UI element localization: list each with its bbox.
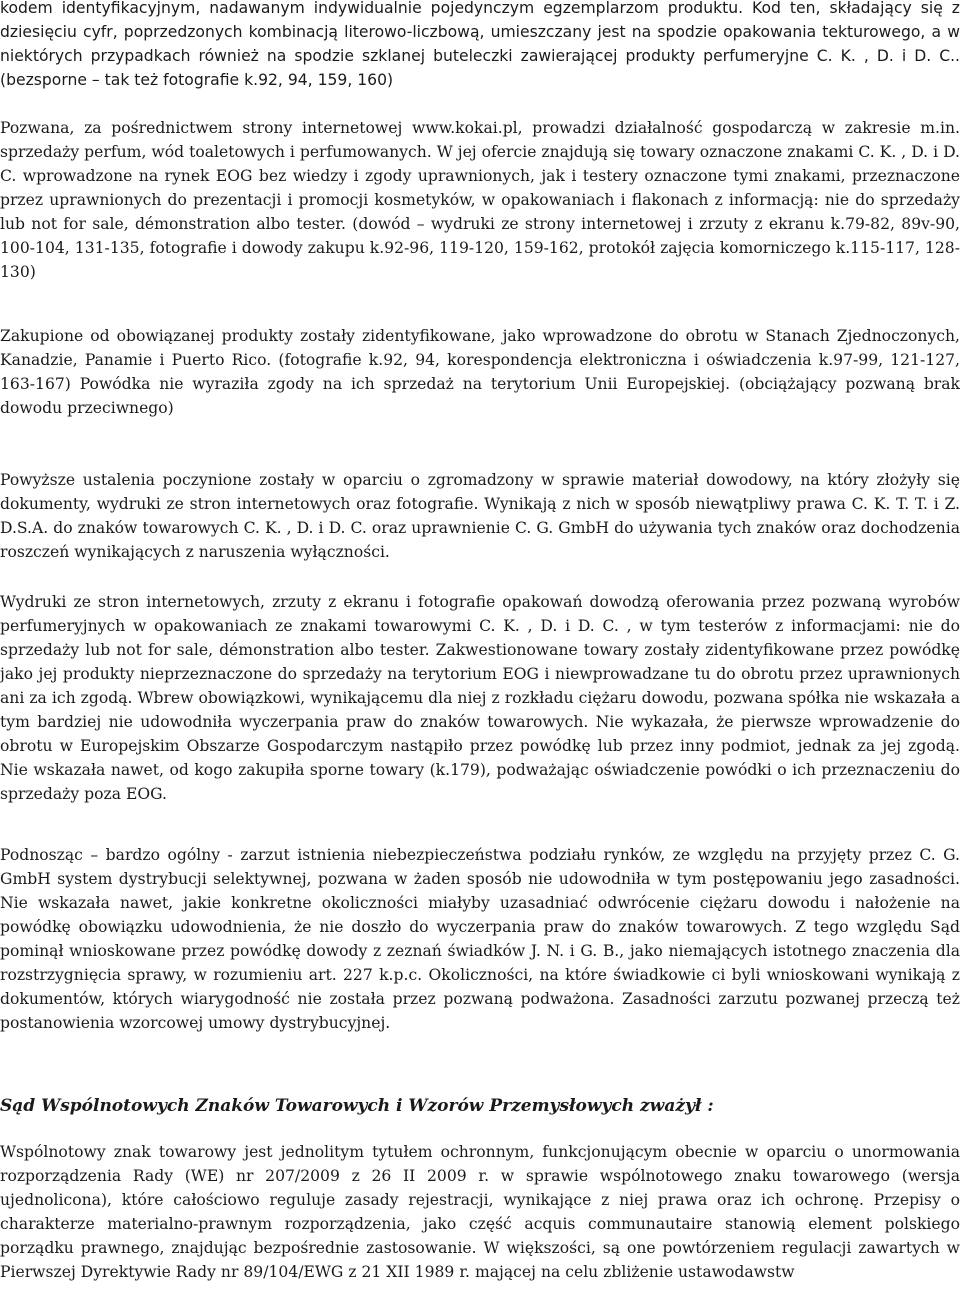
paragraph-product-code: kodem identyfikacyjnym, nadawanym indywidualnie pojedynczym egzemplarzom produktu. Kod ten, składający się z dziesięciu cyfr, poprzedzonych kombinacją literowo-liczbową, umieszczany jest na spodzie opakowania tekturowego, a w niektórych przypadkach również na spodzie szklanej buteleczki zawierającej produkty perfumeryjne C. K. , D. i D. C.. (bezsporne – tak też fotografie k.92, 94, 159, 160) <box>0 0 960 89</box>
paragraph-community-trademark: Wspólnotowy znak towarowy jest jednolitym tytułem ochronnym, funkcjonującym obecnie w oparciu o unormowania rozporządzenia Rady (WE) nr 207/2009 z 26 II 2009 r. w sprawie wspólnotowego znaku towarowego (wersja ujednolicona), które całościowo reguluje zasady rejestracji, wynikające z niej prawa oraz ich ochronę. Przepisy o charakterze materialno-prawnym rozporządzenia, jako część acquis communautaire stanowią element polskiego porządku prawnego, znajdując bezpośrednie zastosowanie. W większości, są one powtórzeniem regulacji zawartych w Pierwszej Dyrektywie Rady nr 89/104/EWG z 21 XII 1989 r. mającej na celu zbliżenie ustawodawstw <box>0 1143 960 1281</box>
section-heading: Sąd Wspólnotowych Znaków Towarowych i Wzorów Przemysłowych zważył : <box>0 1096 714 1116</box>
paragraph-defendant-activity: Pozwana, za pośrednictwem strony internetowej www.kokai.pl, prowadzi działalność gospodarczą w zakresie m.in. sprzedaży perfum, wód toaletowych i perfumowanych. W jej ofercie znajdują się towary oznaczone znakami C. K. , D. i D. C. wprowadzone na rynek EOG bez wiedzy i zgody uprawnionych, jak i testery oznaczone tymi znakami, przeznaczone przez uprawnionych do prezentacji i promocji kosmetyków, w opakowaniach i flakonach z informacją: nie do sprzedaży lub not for sale, démonstration albo tester. (dowód – wydruki ze strony internetowej i zrzuty z ekranu k.79-82, 89v-90, 100-104, 131-135, fotografie i dowody zakupu k.92-96, 119-120, 159-162, protokół zajęcia komorniczego k.115-117, 128-130) <box>0 119 960 281</box>
paragraph-market-division-claim: Podnosząc – bardzo ogólny - zarzut istnienia niebezpieczeństwa podziału rynków, ze względu na przyjęty przez C. G. GmbH system dystrybucji selektywnej, pozwana w żaden sposób nie udowodniła w tym postępowaniu jego zasadności. Nie wskazała nawet, jakie konkretne okoliczności miałyby uzasadniać odwrócenie ciężaru dowodu i nałożenie na powódkę obowiązku udowodnienia, że nie doszło do wyczerpania praw do znaków towarowych. Z tego względu Sąd pominął wnioskowane przez powódkę dowody z zeznań świadków J. N. i G. B., jako niemających istotnego znaczenia dla rozstrzygnięcia sprawy, w rozumieniu art. 227 k.p.c. Okoliczności, na które świadkowie ci byli wnioskowani wynikają z dokumentów, których wiarygodność nie została przez pozwaną podważona. Zasadności zarzutu pozwanej przeczą też postanowienia wzorcowej umowy dystrybucyjnej. <box>0 846 960 1032</box>
paragraph-findings-basis: Powyższe ustalenia poczynione zostały w oparciu o zgromadzony w sprawie materiał dowodowy, na który złożyły się dokumenty, wydruki ze stron internetowych oraz fotografie. Wynikają z nich w sposób niewątpliwy prawa C. K. T. T. i Z. D.S.A. do znaków towarowych C. K. , D. i D. C. oraz uprawnienie C. G. GmbH do używania tych znaków oraz dochodzenia roszczeń wynikających z naruszenia wyłączności. <box>0 471 960 561</box>
paragraph-identified-products: Zakupione od obowiązanej produkty zostały zidentyfikowane, jako wprowadzone do obrotu w Stanach Zjednoczonych, Kanadzie, Panamie i Puerto Rico. (fotografie k.92, 94, korespondencja elektroniczna i oświadczenia k.97-99, 121-127, 163-167) Powódka nie wyraziła zgody na ich sprzedaż na terytorium Unii Europejskiej. (obciążający pozwaną brak dowodu przeciwnego) <box>0 327 960 417</box>
paragraph-evidence-offering: Wydruki ze stron internetowych, zrzuty z ekranu i fotografie opakowań dowodzą oferowania przez pozwaną wyrobów perfumeryjnych w opakowaniach ze znakami towarowymi C. K. , D. i D. C. , w tym testerów z informacjami: nie do sprzedaży lub not for sale, démonstration albo tester. Zakwestionowane towary zostały zidentyfikowane przez powódkę jako jej produkty nieprzeznaczone do sprzedaży na terytorium EOG i niewprowadzane tu do obrotu przez uprawnionych ani za ich zgodą. Wbrew obowiązkowi, wynikającemu dla niej z rozkładu ciężaru dowodu, pozwana spółka nie wskazała a tym bardziej nie udowodniła wyczerpania praw do znaków towarowych. Nie wykazała, że pierwsze wprowadzenie do obrotu w Europejskim Obszarze Gospodarczym nastąpiło przez powódkę lub przez inny podmiot, jednak za jej zgodą. Nie wskazała nawet, od kogo zakupiła sporne towary (k.179), podważając oświadczenie powódki o ich przeznaczeniu do sprzedaży poza EOG. <box>0 593 960 803</box>
